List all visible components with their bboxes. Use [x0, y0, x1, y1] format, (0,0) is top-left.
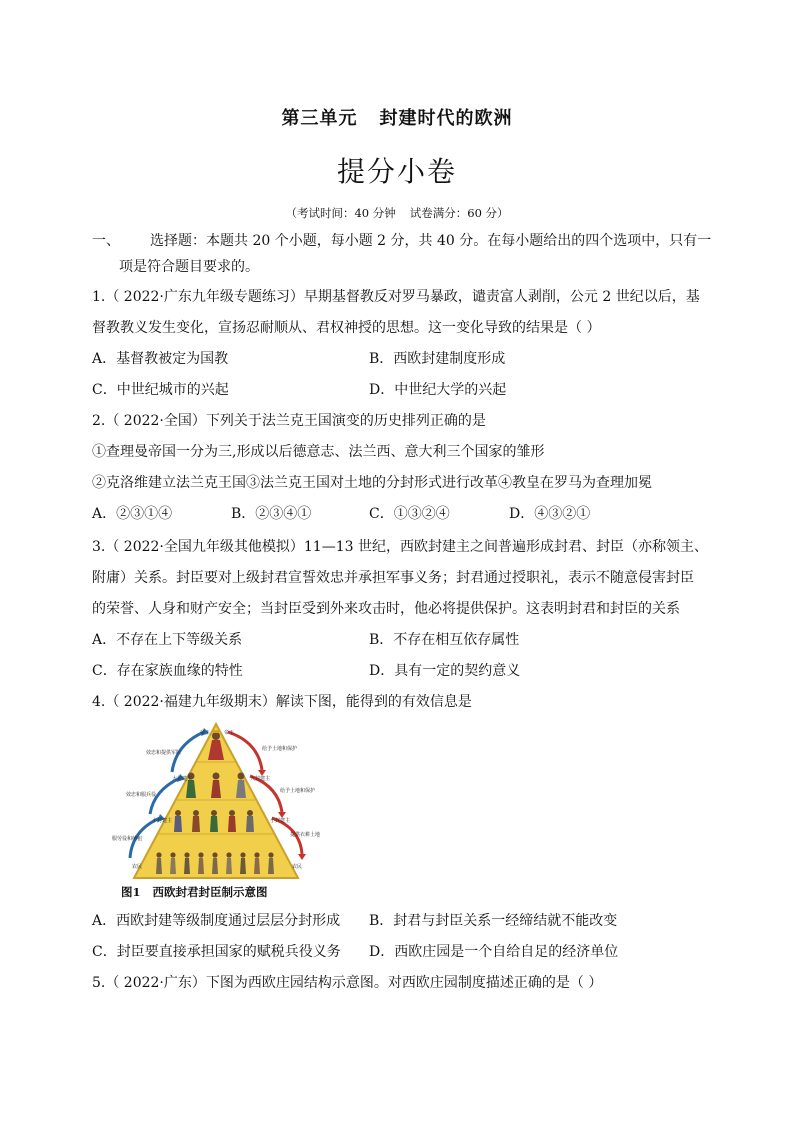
q1-stem-line2: 督教教义发生变化，宣扬忍耐顺从、君权神授的思想。这一变化导致的结果是（ ） — [92, 320, 601, 336]
q4-option-a[interactable]: A．西欧封建等级制度通过层层分封形成 — [92, 913, 341, 929]
q2-stem-line3: ②克洛维建立法兰克王国③法兰克王国对土地的分封形式进行改革④教皇在罗马为查理加冕 — [92, 475, 652, 491]
q4-option-d[interactable]: D．西欧庄园是一个自给自足的经济单位 — [369, 944, 619, 960]
q5-stem: 5.（ 2022·广东）下图为西欧庄园结构示意图。对西欧庄园制度描述正确的是（ ） — [92, 975, 603, 991]
peasant-figures — [156, 852, 274, 874]
right-note-1: 给予土地和保护 — [262, 746, 298, 752]
section-instruction: 选择题：本题共 20 个小题，每小题 2 分，共 40 分。在每小题给出的四个选项中，只有一 — [150, 233, 712, 249]
q3-stem-line1: 3.（ 2022·全国九年级其他模拟）11—13 世纪，西欧封建主之间普遍形成封君、封臣（亦称领主、 — [92, 539, 708, 555]
q3-option-d[interactable]: D．具有一定的契约意义 — [369, 663, 521, 679]
figure-caption-text: 西欧封君封臣制示意图 — [152, 885, 268, 899]
q2-stem-line2: ①查理曼帝国一分为三,形成以后德意志、法兰西、意大利三个国家的雏形 — [92, 444, 545, 460]
level-label-small-lord-right: 小封建主 — [270, 818, 291, 824]
full-score: 试卷满分：60 分） — [409, 206, 509, 220]
level-label-great-lord-right: 大封建主 — [250, 776, 271, 782]
q1-stem-line1: 1.（ 2022·广东九年级专题练习）早期基督教反对罗马暴政，谴责富人剥削，公元 2 世纪以后，基 — [92, 289, 700, 305]
right-note-3: 提供衣耕土地 — [290, 832, 320, 838]
q4-option-c[interactable]: C．封臣要直接承担国家的赋税兵役义务 — [92, 944, 341, 960]
q2-option-a[interactable]: A．②③①④ — [92, 506, 173, 522]
exam-info — [0, 205, 794, 221]
left-note-2: 效忠和服兵役 — [126, 792, 157, 798]
paper-title: 提分小卷 — [336, 155, 457, 188]
unit-title — [0, 104, 794, 130]
q2-option-d[interactable]: D．④③②① — [509, 506, 591, 522]
section-instruction-cont: 项是符合题目要求的。 — [119, 259, 259, 275]
q2-stem-line1: 2.（ 2022·全国）下列关于法兰克王国演变的历史排列正确的是 — [92, 413, 486, 429]
q4-stem: 4.（ 2022·福建九年级期末）解读下图，能得到的有效信息是 — [92, 694, 472, 710]
right-note-2: 给予土地和保护 — [280, 788, 316, 794]
q3-option-b[interactable]: B．不存在相互依存属性 — [369, 632, 520, 648]
right-arrowhead-3 — [298, 854, 306, 860]
figure-caption — [121, 884, 268, 900]
feudal-pyramid-diagram — [112, 720, 320, 882]
q3-stem-line3: 的荣誉、人身和财产安全；当封臣受到外来攻击时，他必将提供保护。这表明封君和封臣的关系 — [92, 601, 680, 617]
left-note-3: 服劳役和纳租 — [112, 836, 143, 842]
q3-option-c[interactable]: C．存在家族血缘的特性 — [92, 663, 243, 679]
q2-option-c[interactable]: C．①③②④ — [369, 506, 450, 522]
unit-number: 第三单元 — [281, 108, 358, 129]
unit-topic: 封建时代的欧洲 — [379, 108, 513, 129]
level-label-peasant: 农民 — [132, 864, 143, 870]
feudal-pyramid-figure — [112, 720, 320, 882]
level-label-king: 帝王 — [200, 730, 211, 736]
q4-option-b[interactable]: B．封君与封臣关系一经缔结就不能改变 — [369, 913, 618, 929]
q1-option-d[interactable]: D．中世纪大学的兴起 — [369, 382, 507, 398]
q1-option-a[interactable]: A．基督教被定为国教 — [92, 351, 229, 367]
figure-caption-number: 图1 — [121, 885, 141, 899]
level-label-peasant-right: 农民 — [292, 864, 303, 870]
level-label-king-right: 帝王 — [224, 730, 235, 736]
q3-option-a[interactable]: A．不存在上下等级关系 — [92, 632, 243, 648]
level-label-small-lord: 小封建主 — [152, 818, 173, 824]
q1-option-b[interactable]: B．西欧封建制度形成 — [369, 351, 506, 367]
q2-option-b[interactable]: B．②③④① — [231, 506, 312, 522]
exam-time: （考试时间：40 分钟 — [285, 206, 396, 220]
left-note-1: 效忠和提供军队 — [146, 750, 182, 756]
q1-option-c[interactable]: C．中世纪城市的兴起 — [92, 382, 229, 398]
q3-stem-line2: 附庸）关系。封臣要对上级封君宣誓效忠并承担军事义务；封君通过授职礼，表示不随意侵害封臣 — [92, 570, 694, 586]
section-number: 一、 — [92, 233, 120, 249]
level-label-great-lord: 大封建主 — [172, 776, 193, 782]
